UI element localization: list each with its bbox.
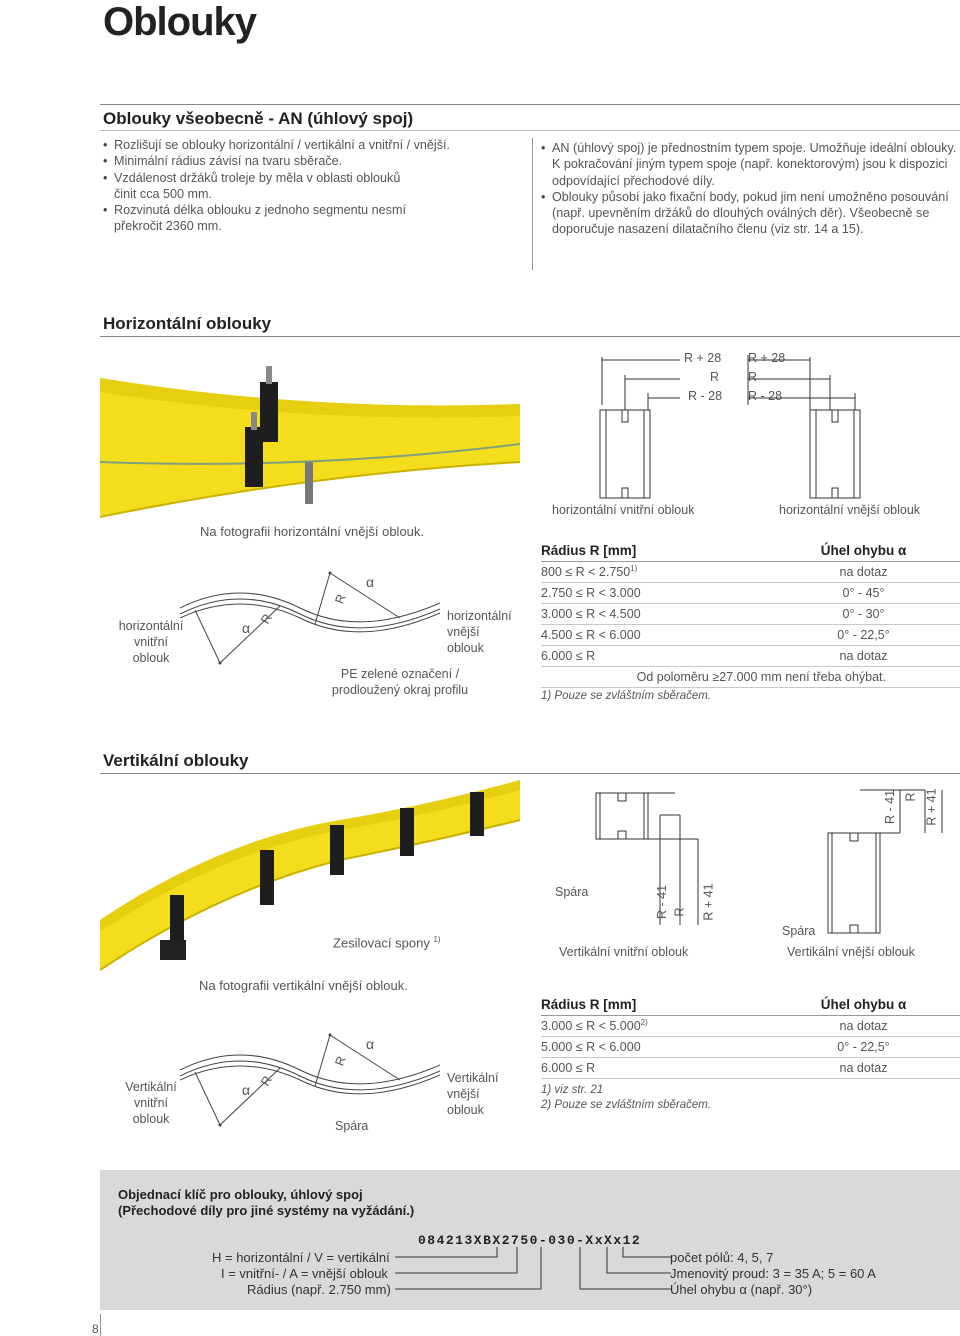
- table-cell: 2.750 ≤ R < 3.000: [541, 583, 767, 604]
- label-line: horizontální: [447, 609, 512, 623]
- column-header: Rádius R [mm]: [541, 539, 767, 562]
- vertical-heading: Vertikální oblouky: [103, 751, 249, 770]
- horizontal-heading: Horizontální oblouky: [103, 314, 272, 333]
- general-right-list: [541, 140, 959, 238]
- profile-label-outer: Vertikální vnější oblouk: [787, 945, 915, 959]
- table-cell: 6.000 ≤ R: [541, 646, 767, 667]
- table-cell: na dotaz: [767, 562, 960, 583]
- cell-text: 3.000 ≤ R < 5.000: [541, 1019, 641, 1034]
- table-footnote: 2) Pouze se zvláštním sběračem.: [541, 1099, 712, 1111]
- section-rule: [100, 130, 960, 131]
- footer-rule: [100, 1314, 101, 1336]
- table-cell: 0° - 45°: [767, 583, 960, 604]
- table-cell: Od poloměru ≥27.000 mm není třeba ohýbat.: [541, 667, 960, 688]
- gap-label: Spára: [555, 885, 589, 899]
- table-cell: na dotaz: [767, 1016, 960, 1037]
- table-row: [541, 625, 960, 646]
- reinforce-label: [333, 935, 441, 950]
- order-key-subtitle: (Přechodové díly pro jiné systémy na vyžádání.): [118, 1203, 415, 1218]
- label-line: horizontální: [118, 619, 184, 633]
- r-label: R: [258, 611, 275, 627]
- diagram-label-outer: [447, 1070, 498, 1118]
- list-item: • Oblouky působí jako fixační body, pokud jim není umožněno posouvání (např. upevněním držáků do dlouhých oválných děr). Všeobecně se doporučuje nasazení dilatačního členu (viz str. 14 a 15).: [541, 189, 959, 238]
- column-header: Úhel ohybu α: [767, 993, 960, 1016]
- r-label: R: [258, 1073, 275, 1089]
- horizontal-rail-photo: [100, 352, 520, 520]
- column-header: Úhel ohybu α: [767, 539, 960, 562]
- key-left-line: I = vnitřní- / A = vnější oblouk: [221, 1266, 388, 1281]
- profile-label-inner: horizontální vnitřní oblouk: [552, 503, 695, 517]
- footnote-mark: 1): [433, 935, 441, 944]
- vertical-curve-diagram: [180, 1030, 440, 1130]
- dim-label: R - 41: [655, 884, 670, 920]
- table-cell: [541, 1016, 767, 1037]
- table-row: [541, 1058, 960, 1079]
- order-code: 084213XBX2750-030-XxXx12: [418, 1233, 642, 1248]
- section-rule: [100, 104, 960, 105]
- label-line: oblouk: [132, 1112, 170, 1126]
- table-row: [541, 667, 960, 688]
- label-line: oblouk: [447, 641, 484, 655]
- dim-label: R - 28: [688, 389, 723, 403]
- table-header: [541, 539, 960, 562]
- table-cell: 5.000 ≤ R < 6.000: [541, 1037, 767, 1058]
- column-divider: [532, 138, 533, 270]
- vertical-rail-photo: [100, 780, 520, 990]
- list-item: • Rozlišují se oblouky horizontální / vertikální a vnitřní / vnější.: [103, 137, 463, 153]
- r-label: R: [332, 1054, 349, 1068]
- profile-label-inner: Vertikální vnitřní oblouk: [559, 945, 689, 959]
- key-right-line: Jmenovitý proud: 3 = 35 A; 5 = 60 A: [670, 1266, 876, 1281]
- table-footnote: 1) viz str. 21: [541, 1084, 604, 1096]
- dim-label: R: [903, 792, 918, 802]
- alpha-label: α: [242, 620, 251, 636]
- label-line: vnější: [447, 625, 480, 639]
- table-cell: na dotaz: [767, 1058, 960, 1079]
- gap-label: Spára: [335, 1119, 369, 1133]
- list-item: • AN (úhlový spoj) je přednostním typem spoje. Umožňuje ideální oblouky. K pokračování jiným typem spoje (např. konektorovým) jsou k dispozici odpovídající přechodové díly.: [541, 140, 959, 189]
- alpha-label: α: [366, 574, 375, 590]
- general-heading: Oblouky všeobecně - AN (úhlový spoj): [103, 109, 414, 128]
- table-footnote: 1) Pouze se zvláštním sběračem.: [541, 690, 712, 702]
- table-cell: na dotaz: [767, 646, 960, 667]
- table-row: [541, 1037, 960, 1058]
- label-line: PE zelené označení /: [340, 667, 460, 681]
- table-row: [541, 1016, 960, 1037]
- column-header: Rádius R [mm]: [541, 993, 767, 1016]
- r-label: R: [332, 592, 349, 606]
- label-line: Vertikální: [447, 1071, 499, 1085]
- horizontal-photo-caption: Na fotografii horizontální vnější oblouk.: [200, 524, 425, 539]
- label-line: vnitřní: [133, 635, 169, 649]
- key-left-line: Rádius (např. 2.750 mm): [247, 1282, 391, 1297]
- dim-label: R + 41: [924, 788, 939, 826]
- footnote-mark: 2): [640, 1018, 648, 1028]
- table-row: [541, 646, 960, 667]
- vertical-photo-caption: Na fotografii vertikální vnější oblouk.: [199, 978, 408, 993]
- section-rule: [100, 336, 960, 337]
- order-key-connectors: [395, 1245, 675, 1295]
- table-cell: 6.000 ≤ R: [541, 1058, 767, 1079]
- table-header: [541, 993, 960, 1016]
- general-left-list: [103, 137, 463, 235]
- list-item: • Rozvinutá délka oblouku z jednoho segmentu nesmí překročit 2360 mm.: [103, 202, 434, 235]
- label-line: Vertikální: [125, 1080, 177, 1094]
- page-title: Oblouky: [103, 0, 257, 44]
- label-line: prodloužený okraj profilu: [331, 683, 469, 697]
- pe-note: [330, 666, 470, 698]
- dim-label: R + 28: [748, 351, 786, 365]
- dim-label: R: [710, 370, 720, 384]
- dim-label: R - 28: [748, 389, 783, 403]
- list-item: • Minimální rádius závisí na tvaru sběrače.: [103, 153, 463, 169]
- dim-label: R: [748, 370, 758, 384]
- horizontal-curve-diagram: [180, 568, 440, 668]
- label-line: vnitřní: [133, 1096, 169, 1110]
- dim-label: R: [672, 907, 687, 917]
- key-right-line: Úhel ohybu α (např. 30°): [670, 1282, 813, 1297]
- label-line: vnější: [447, 1087, 480, 1101]
- table-cell: 0° - 22,5°: [767, 1037, 960, 1058]
- table-row: [541, 583, 960, 604]
- list-item: • Vzdálenost držáků troleje by měla v oblasti oblouků činit cca 500 mm.: [103, 170, 419, 203]
- alpha-label: α: [366, 1036, 375, 1052]
- dim-label: R + 41: [701, 883, 716, 921]
- table-cell: 0° - 30°: [767, 604, 960, 625]
- horizontal-profile-drawing: [580, 345, 890, 500]
- table-cell: 4.500 ≤ R < 6.000: [541, 625, 767, 646]
- gap-label: Spára: [782, 924, 816, 938]
- diagram-label-outer: [447, 608, 512, 656]
- table-row: [541, 562, 960, 583]
- horizontal-radius-table: [541, 539, 960, 688]
- cell-text: 800 ≤ R < 2.750: [541, 565, 631, 580]
- label-line: oblouk: [447, 1103, 484, 1117]
- alpha-label: α: [242, 1082, 251, 1098]
- dim-label: R + 28: [684, 351, 722, 365]
- table-row: [541, 604, 960, 625]
- table-cell: 3.000 ≤ R < 4.500: [541, 604, 767, 625]
- section-rule: [100, 773, 960, 774]
- footnote-mark: 1): [630, 564, 638, 574]
- table-cell: [541, 562, 767, 583]
- order-key-title: Objednací klíč pro oblouky, úhlový spoj: [118, 1187, 363, 1202]
- reinforce-text: Zesilovací spony: [333, 935, 430, 951]
- key-left-line: H = horizontální / V = vertikální: [212, 1250, 390, 1265]
- vertical-profile-drawing: [570, 785, 960, 935]
- vertical-radius-table: [541, 993, 960, 1079]
- label-line: oblouk: [132, 651, 170, 665]
- page-number: 8: [92, 1322, 99, 1336]
- profile-label-outer: horizontální vnější oblouk: [779, 503, 921, 517]
- key-right-line: počet pólů: 4, 5, 7: [670, 1250, 774, 1265]
- table-cell: 0° - 22,5°: [767, 625, 960, 646]
- dim-label: R - 41: [883, 789, 898, 825]
